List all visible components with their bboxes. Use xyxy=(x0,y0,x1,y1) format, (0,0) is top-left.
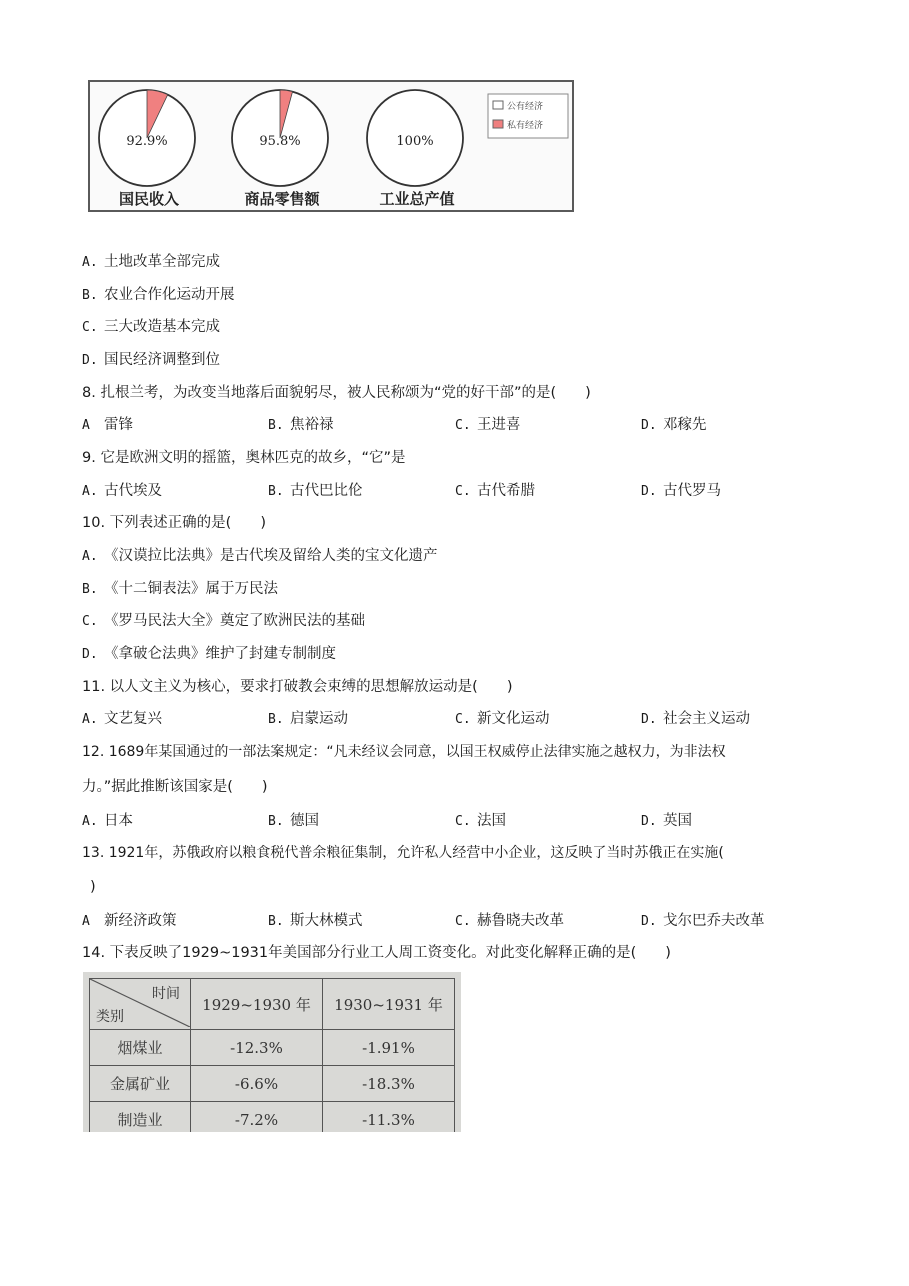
table-value-cell: -18.3% xyxy=(323,1066,455,1102)
q8-option-c: C. 王进喜 xyxy=(455,417,521,433)
q12-option-d: D. 英国 xyxy=(641,813,692,829)
q8-stem: 8. 扎根兰考，为改变当地落后面貌躬尽，被人民称颂为“党的好干部”的是( ) xyxy=(82,385,591,401)
table-value-cell: -6.6% xyxy=(191,1066,323,1102)
q12-option-c: C. 法国 xyxy=(455,813,506,829)
q14-stem: 14. 下表反映了1929~1931年美国部分行业工人周工资变化。对此变化解释正确的是( ) xyxy=(82,945,671,961)
pie-value-label: 100% xyxy=(396,134,434,149)
pie-category-label: 工业总产值 xyxy=(379,190,455,208)
q11-option-d: D. 社会主义运动 xyxy=(641,711,750,727)
pie-category-label: 商品零售额 xyxy=(244,190,320,208)
table-col1-header: 1929~1930 年 xyxy=(191,979,323,1030)
q12-option-b: B. 德国 xyxy=(268,813,319,829)
q7-option-c: C. 三大改造基本完成 xyxy=(82,319,220,335)
corner-bottom-label: 类别 xyxy=(96,1009,124,1025)
q10-option-a: A. 《汉谟拉比法典》是古代埃及留给人类的宝文化遗产 xyxy=(82,548,438,564)
legend-public-label: 公有经济 xyxy=(507,102,544,112)
economy-pie-figure xyxy=(88,80,574,212)
q12-stem-line1: 12. 1689年某国通过的一部法案规定：“凡未经议会同意，以国王权威停止法律实施之越权力，为非法权 xyxy=(82,744,726,760)
q13-option-a: A 新经济政策 xyxy=(82,913,177,929)
table-category-cell: 制造业 xyxy=(90,1102,191,1133)
q7-option-d: D. 国民经济调整到位 xyxy=(82,352,220,368)
pie-value-label: 95.8% xyxy=(259,134,301,149)
table-col2-header: 1930~1931 年 xyxy=(323,979,455,1030)
q10-option-b: B. 《十二铜表法》属于万民法 xyxy=(82,581,278,597)
table-value-cell: -11.3% xyxy=(323,1102,455,1133)
wage-table-figure xyxy=(83,972,461,1132)
q11-option-c: C. 新文化运动 xyxy=(455,711,550,727)
q13-option-d: D. 戈尔巴乔夫改革 xyxy=(641,913,765,929)
q10-option-d: D. 《拿破仑法典》维护了封建专制制度 xyxy=(82,646,336,662)
q11-option-b: B. 启蒙运动 xyxy=(268,711,348,727)
table-row xyxy=(90,1066,455,1102)
q9-option-d: D. 古代罗马 xyxy=(641,483,721,499)
q13-stem-line1: 13. 1921年，苏俄政府以粮食税代普余粮征集制，允许私人经营中小企业，这反映了当时苏俄正在实施( xyxy=(82,845,724,861)
table-value-cell: -7.2% xyxy=(191,1102,323,1133)
q8-option-b: B. 焦裕禄 xyxy=(268,417,334,433)
table-corner-cell xyxy=(90,979,191,1030)
table-category-cell: 金属矿业 xyxy=(90,1066,191,1102)
wage-table xyxy=(89,978,455,1132)
table-category-cell: 烟煤业 xyxy=(90,1030,191,1066)
pie-charts-svg xyxy=(90,82,576,214)
corner-top-label: 时间 xyxy=(152,986,180,1002)
q10-stem: 10. 下列表述正确的是( ) xyxy=(82,515,266,531)
q12-option-a: A. 日本 xyxy=(82,813,133,829)
q11-option-a: A. 文艺复兴 xyxy=(82,711,162,727)
q13-stem-line2: ) xyxy=(90,879,96,895)
q7-option-a: A. 土地改革全部完成 xyxy=(82,254,220,270)
q13-option-b: B. 斯大林模式 xyxy=(268,913,363,929)
legend-swatch-public xyxy=(493,101,503,109)
q8-option-a: A 雷锋 xyxy=(82,417,133,433)
q8-option-d: D. 邓稼先 xyxy=(641,417,707,433)
q9-option-c: C. 古代希腊 xyxy=(455,483,535,499)
q12-stem-line2: 力。”据此推断该国家是( ) xyxy=(82,779,268,795)
pie-category-label: 国民收入 xyxy=(118,190,180,208)
legend-swatch-private xyxy=(493,120,503,128)
q9-stem: 9. 它是欧洲文明的摇篮，奥林匹克的故乡，“它”是 xyxy=(82,450,406,466)
pie-value-label: 92.9% xyxy=(126,134,168,149)
q10-option-c: C. 《罗马民法大全》奠定了欧洲民法的基础 xyxy=(82,613,365,629)
table-row xyxy=(90,1102,455,1133)
legend-private-label: 私有经济 xyxy=(507,121,544,131)
q9-option-b: B. 古代巴比伦 xyxy=(268,483,363,499)
q11-stem: 11. 以人文主义为核心，要求打破教会束缚的思想解放运动是( ) xyxy=(82,679,513,695)
table-value-cell: -1.91% xyxy=(323,1030,455,1066)
table-row xyxy=(90,1030,455,1066)
q13-option-c: C. 赫鲁晓夫改革 xyxy=(455,913,564,929)
q7-option-b: B. 农业合作化运动开展 xyxy=(82,287,235,303)
table-value-cell: -12.3% xyxy=(191,1030,323,1066)
q9-option-a: A. 古代埃及 xyxy=(82,483,162,499)
